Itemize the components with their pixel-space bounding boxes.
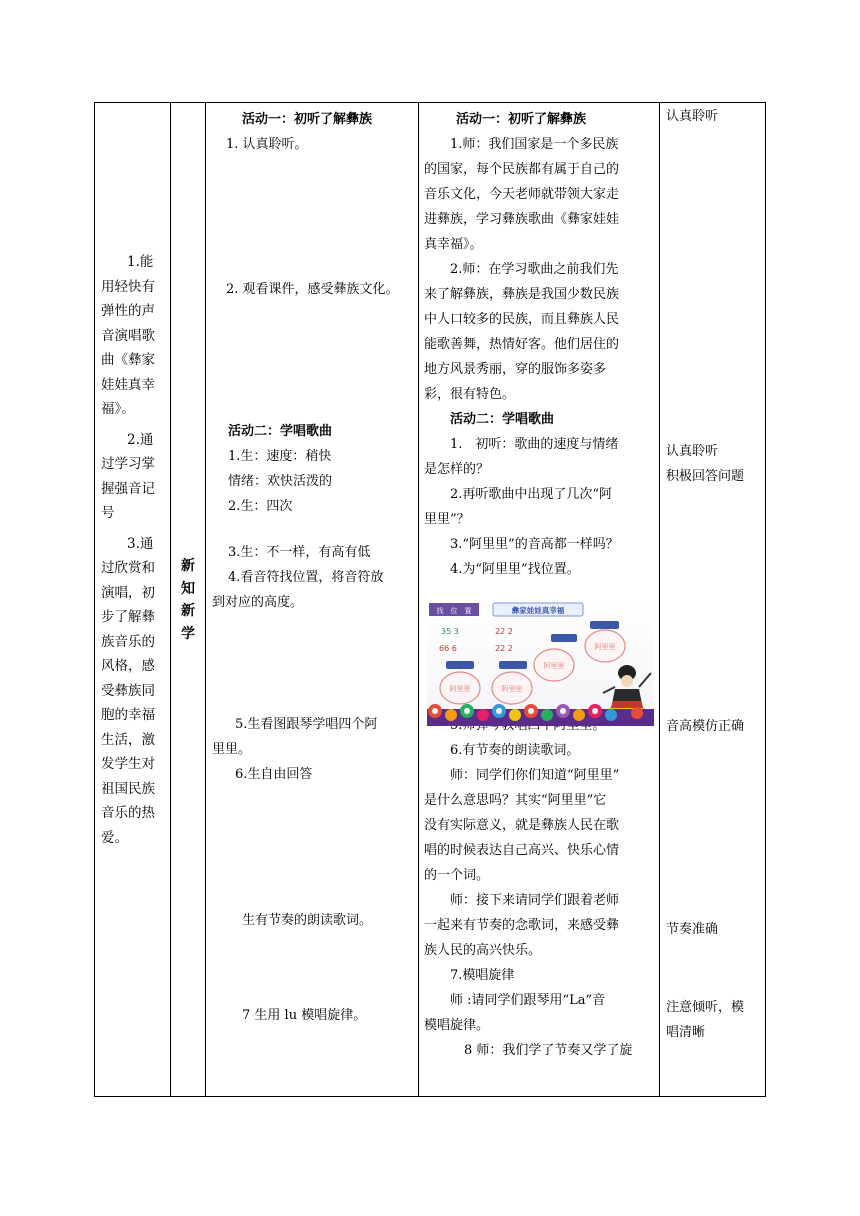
objective-line: 生活，激	[101, 731, 155, 748]
assessment-item: 唱清晰	[666, 1025, 706, 1040]
objective-line: 过欣赏和	[101, 560, 155, 576]
teacher-text-line: 师：同学们你们知道“阿里里”	[450, 768, 620, 783]
objective-line: 音乐的热	[101, 805, 155, 821]
objective-line: 爱。	[101, 829, 128, 846]
table-border-bottom	[94, 1096, 766, 1097]
objective-line: 3.通	[127, 535, 154, 552]
activity2-title: 活动二：学唱歌曲	[228, 424, 333, 439]
activity2-title: 活动二：学唱歌曲	[450, 412, 555, 427]
table-border-left	[94, 102, 95, 1097]
teacher-text-line: 师：接下来请同学们跟着老师	[450, 893, 620, 908]
teacher-text-line: 的一个词。	[424, 868, 490, 883]
objective-line: 娃娃真幸	[101, 376, 155, 393]
teacher-text-line: 没有实际意义，就是彝族人民在歌	[424, 818, 620, 833]
teacher-text-line: 的国家，每个民族都有属于自己的	[424, 162, 620, 177]
teacher-text-line: 7.模唱旋律	[450, 968, 515, 983]
objective-line: 过学习掌	[101, 456, 155, 472]
objective-line: 音演唱歌	[101, 327, 155, 344]
balloon-label: 阿里里	[594, 643, 616, 651]
teacher-text-line: 1. 初听：歌曲的速度与情绪	[450, 437, 619, 452]
teacher-text-line: 8 师：我们学了节奏又学了旋	[464, 1043, 633, 1058]
teacher-text-line: 3.“阿里里”的音高都一样吗？	[450, 537, 619, 552]
objective-line: 受彝族同	[101, 682, 155, 699]
student-step: 里里。	[212, 742, 252, 757]
objective-line: 发学生对	[101, 756, 155, 772]
assessment-item: 音高模仿正确	[666, 719, 745, 734]
drop-slot	[446, 661, 474, 669]
notes-b-top: 22 2	[495, 627, 513, 636]
table-border-top	[94, 102, 766, 103]
teacher-text-line: 族人民的高兴快乐。	[424, 943, 542, 958]
objective-line: 步了解彝	[101, 609, 155, 625]
objective-line: 握强音记	[101, 480, 155, 497]
assessment-cell	[666, 104, 762, 1045]
teacher-text-line: 模唱旋律。	[424, 1018, 490, 1033]
teacher-text-line: 音乐文化，今天老师就带领大家走	[424, 187, 620, 202]
drop-slot	[590, 621, 619, 629]
assessment-item: 积极回答问题	[666, 469, 745, 484]
table-divider-1	[170, 102, 171, 1097]
teacher-text-line: 1.师：我们国家是一个多民族	[450, 137, 619, 152]
courseware-illustration	[427, 601, 654, 726]
teacher-text-line: 4.为“阿里里”找位置。	[450, 562, 580, 577]
teacher-text-line: 2.师：在学习歌曲之前我们先	[450, 262, 619, 277]
drop-slot	[551, 634, 577, 642]
assessment-item: 认真聆听	[666, 109, 719, 124]
balloon-label: 阿里里	[543, 662, 565, 670]
drop-slot	[499, 661, 527, 669]
objective-line: 演唱，初	[101, 584, 155, 601]
notes-a-bottom: 66 6	[439, 644, 457, 653]
notes-b-bottom: 22 2	[495, 644, 513, 653]
objective-line: 福》。	[101, 401, 135, 417]
objective-line: 用轻快有	[101, 278, 155, 295]
table-divider-4	[659, 102, 660, 1097]
teacher-text-line: 进彝族，学习彝族歌曲《彝家娃娃	[424, 212, 620, 227]
courseware-figure	[427, 601, 654, 726]
student-step: 1. 认真聆听。	[226, 137, 308, 152]
teacher-text-line: 彩，很有特色。	[424, 387, 516, 402]
student-step: 5.生看图跟琴学唱四个阿	[235, 717, 378, 732]
teacher-text-line: 2.再听歌曲中出现了几次“阿	[450, 487, 613, 502]
stage-label: 新 知 新 学	[181, 558, 195, 642]
teacher-text-line: 来了解彝族，彝族是我国少数民族	[424, 287, 620, 302]
student-step: 4.看音符找位置，将音符放	[228, 570, 384, 585]
student-step: 7 生用 lu 模唱旋律。	[242, 1008, 367, 1023]
balloon-label: 阿里里	[501, 685, 523, 693]
objectives-cell	[101, 250, 165, 850]
table-divider-3	[418, 102, 419, 1097]
activity1-title: 活动一：初听了解彝族	[456, 112, 587, 127]
song-title-text: 彝家娃娃真幸福	[511, 606, 565, 615]
teacher-text-line: 能歌善舞，热情好客。他们居住的	[424, 337, 620, 352]
objective-line: 祖国民族	[101, 780, 155, 797]
notes-a-top: 35 3	[441, 627, 459, 636]
student-step: 2. 观看课件，感受彝族文化。	[226, 282, 399, 297]
teacher-text-line: 师 :请同学们跟琴用“La”音	[450, 993, 606, 1008]
table-border-right	[765, 102, 766, 1097]
objective-line: 曲《彝家	[101, 352, 155, 368]
activity1-title: 活动一：初听了解彝族	[242, 112, 373, 127]
balloon-label: 阿里里	[449, 685, 471, 693]
student-step: 到对应的高度。	[212, 595, 304, 610]
objective-line: 族音乐的	[101, 633, 155, 650]
teacher-text-line: 是什么意思吗？其实“阿里里”它	[424, 793, 607, 808]
assessment-item: 认真聆听	[666, 444, 719, 459]
teacher-text-line: 里里”？	[424, 512, 470, 527]
student-activities-cell	[212, 107, 412, 1028]
student-step: 2.生：四次	[228, 499, 293, 514]
student-step: 1.生：速度：稍快	[228, 449, 332, 464]
objective-line: 风格，感	[101, 658, 155, 674]
student-step: 3.生：不一样，有高有低	[228, 545, 371, 560]
teacher-text-line: 真幸福》。	[424, 237, 483, 252]
objective-line: 1.能	[127, 254, 154, 270]
teacher-text-line: 中人口较多的民族，而且彝族人民	[424, 312, 620, 327]
assessment-item: 节奏准确	[666, 922, 719, 937]
student-step: 情绪：欢快活泼的	[228, 474, 333, 489]
teacher-activities-cell	[424, 107, 654, 1063]
objective-line: 胞的幸福	[101, 707, 155, 723]
teacher-text-line: 唱的时候表达自己高兴、快乐心情	[424, 843, 620, 858]
objective-line: 2.通	[127, 431, 154, 448]
teacher-text-line: 是怎样的？	[424, 462, 490, 477]
objective-line: 号	[101, 505, 115, 521]
table-divider-2	[205, 102, 206, 1097]
student-step: 6.生自由回答	[235, 767, 313, 782]
teacher-text-line: 6.有节奏的朗读歌词。	[450, 743, 580, 758]
objective-line: 弹性的声	[101, 303, 155, 319]
teacher-text-line: 一起来有节奏的念歌词，来感受彝	[424, 918, 620, 933]
teacher-text-line: 地方风景秀丽，穿的服饰多姿多	[424, 362, 607, 377]
figure-tag-text: 找 位 置	[436, 607, 472, 615]
assessment-item: 注意倾听，模	[666, 1000, 745, 1015]
student-step: 生有节奏的朗读歌词。	[242, 913, 373, 928]
